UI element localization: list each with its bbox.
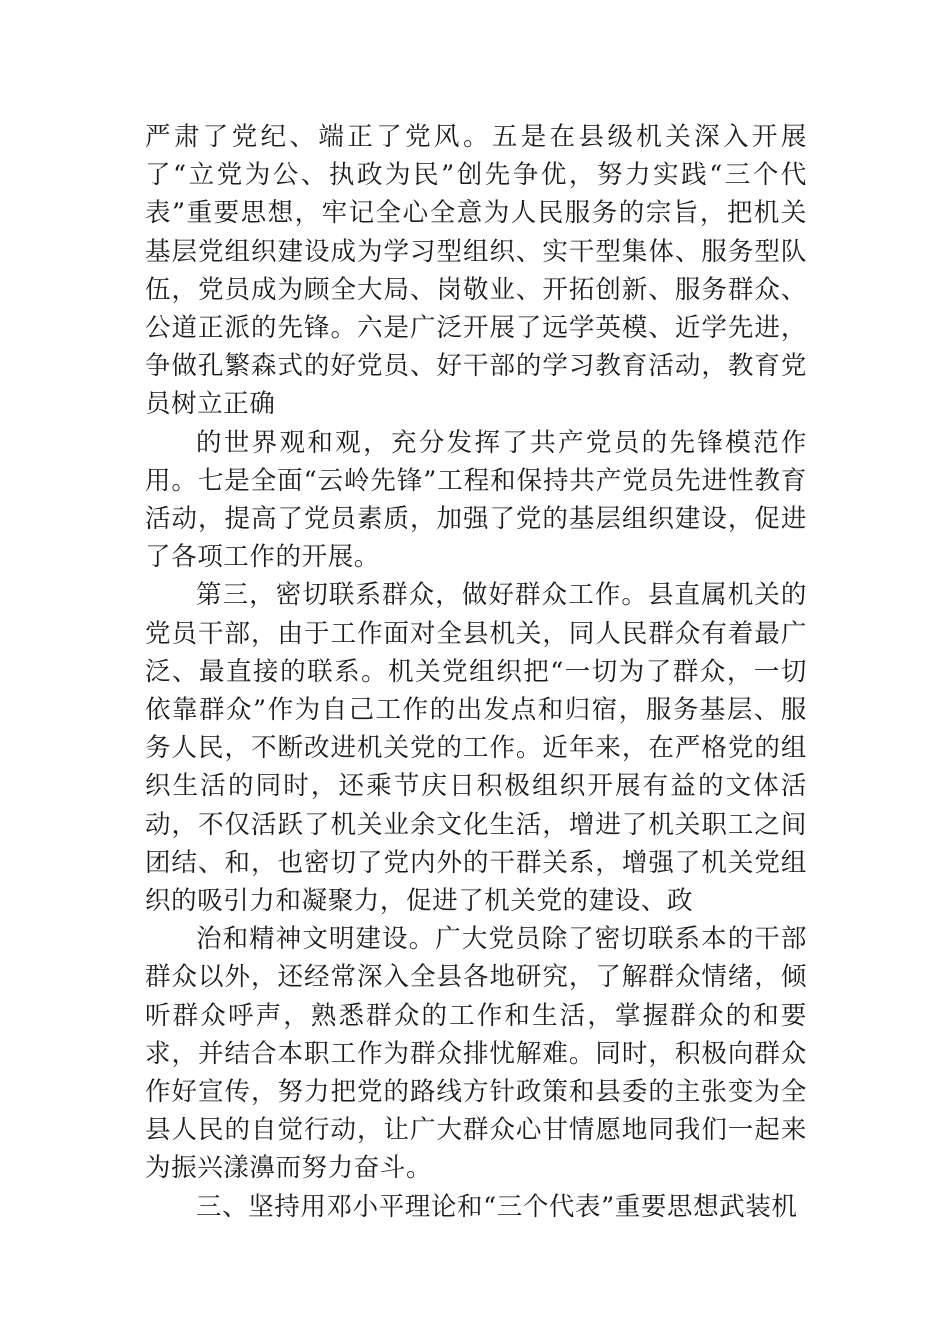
paragraph-2: 的世界观和观，充分发挥了共产党员的先锋模范作用。七是全面“云岭先锋”工程和保持共产党员先进性教育活动，提高了党员素质，加强了党的基层组织建设，促进了各项工作的开展。 <box>145 427 807 573</box>
paragraph-1: 严肃了党纪、端正了党风。五是在县级机关深入开展了“立党为公、执政为民”创先争优，努力实践“三个代表”重要思想，牢记全心全意为人民服务的宗旨，把机关基层党组织建设成为学习型组织、实干型集体、服务型队伍，党员成为顾全大局、岗敬业、开拓创新、服务群众、公道正派的先锋。六是广泛开展了远学英模、近学先进，争做孔繁森式的好党员、好干部的学习教育活动，教育党员树立正确 <box>145 122 807 420</box>
paragraph-3: 第三，密切联系群众，做好群众工作。县直属机关的党员干部，由于工作面对全县机关，同人民群众有着最广泛、最直接的联系。机关党组织把“一切为了群众，一切依靠群众”作为自己工作的出发点和归宿，服务基层、服务人民，不断改进机关党的工作。近年来，在严格党的组织生活的同时，还乘节庆日积极组织开展有益的文体活动，不仅活跃了机关业余文化生活，增进了机关职工之间团结、和，也密切了党内外的干群关系，增强了机关党组织的吸引力和凝聚力，促进了机关党的建设、政 <box>145 580 807 917</box>
paragraph-4: 治和精神文明建设。广大党员除了密切联系本的干部群众以外，还经常深入全县各地研究，了解群众情绪，倾听群众呼声，熟悉群众的工作和生活，掌握群众的和要求，并结合本职工作为群众排忧解难。同时，积极向群众作好宣传，努力把党的路线方针政策和县委的主张变为全县人民的自觉行动，让广大群众心甘情愿地同我们一起来为振兴漾濞而努力奋斗。 <box>145 924 807 1184</box>
body-text <box>145 118 807 1226</box>
paragraph-5: 三、坚持用邓小平理论和“三个代表”重要思想武装机 <box>196 1191 798 1222</box>
